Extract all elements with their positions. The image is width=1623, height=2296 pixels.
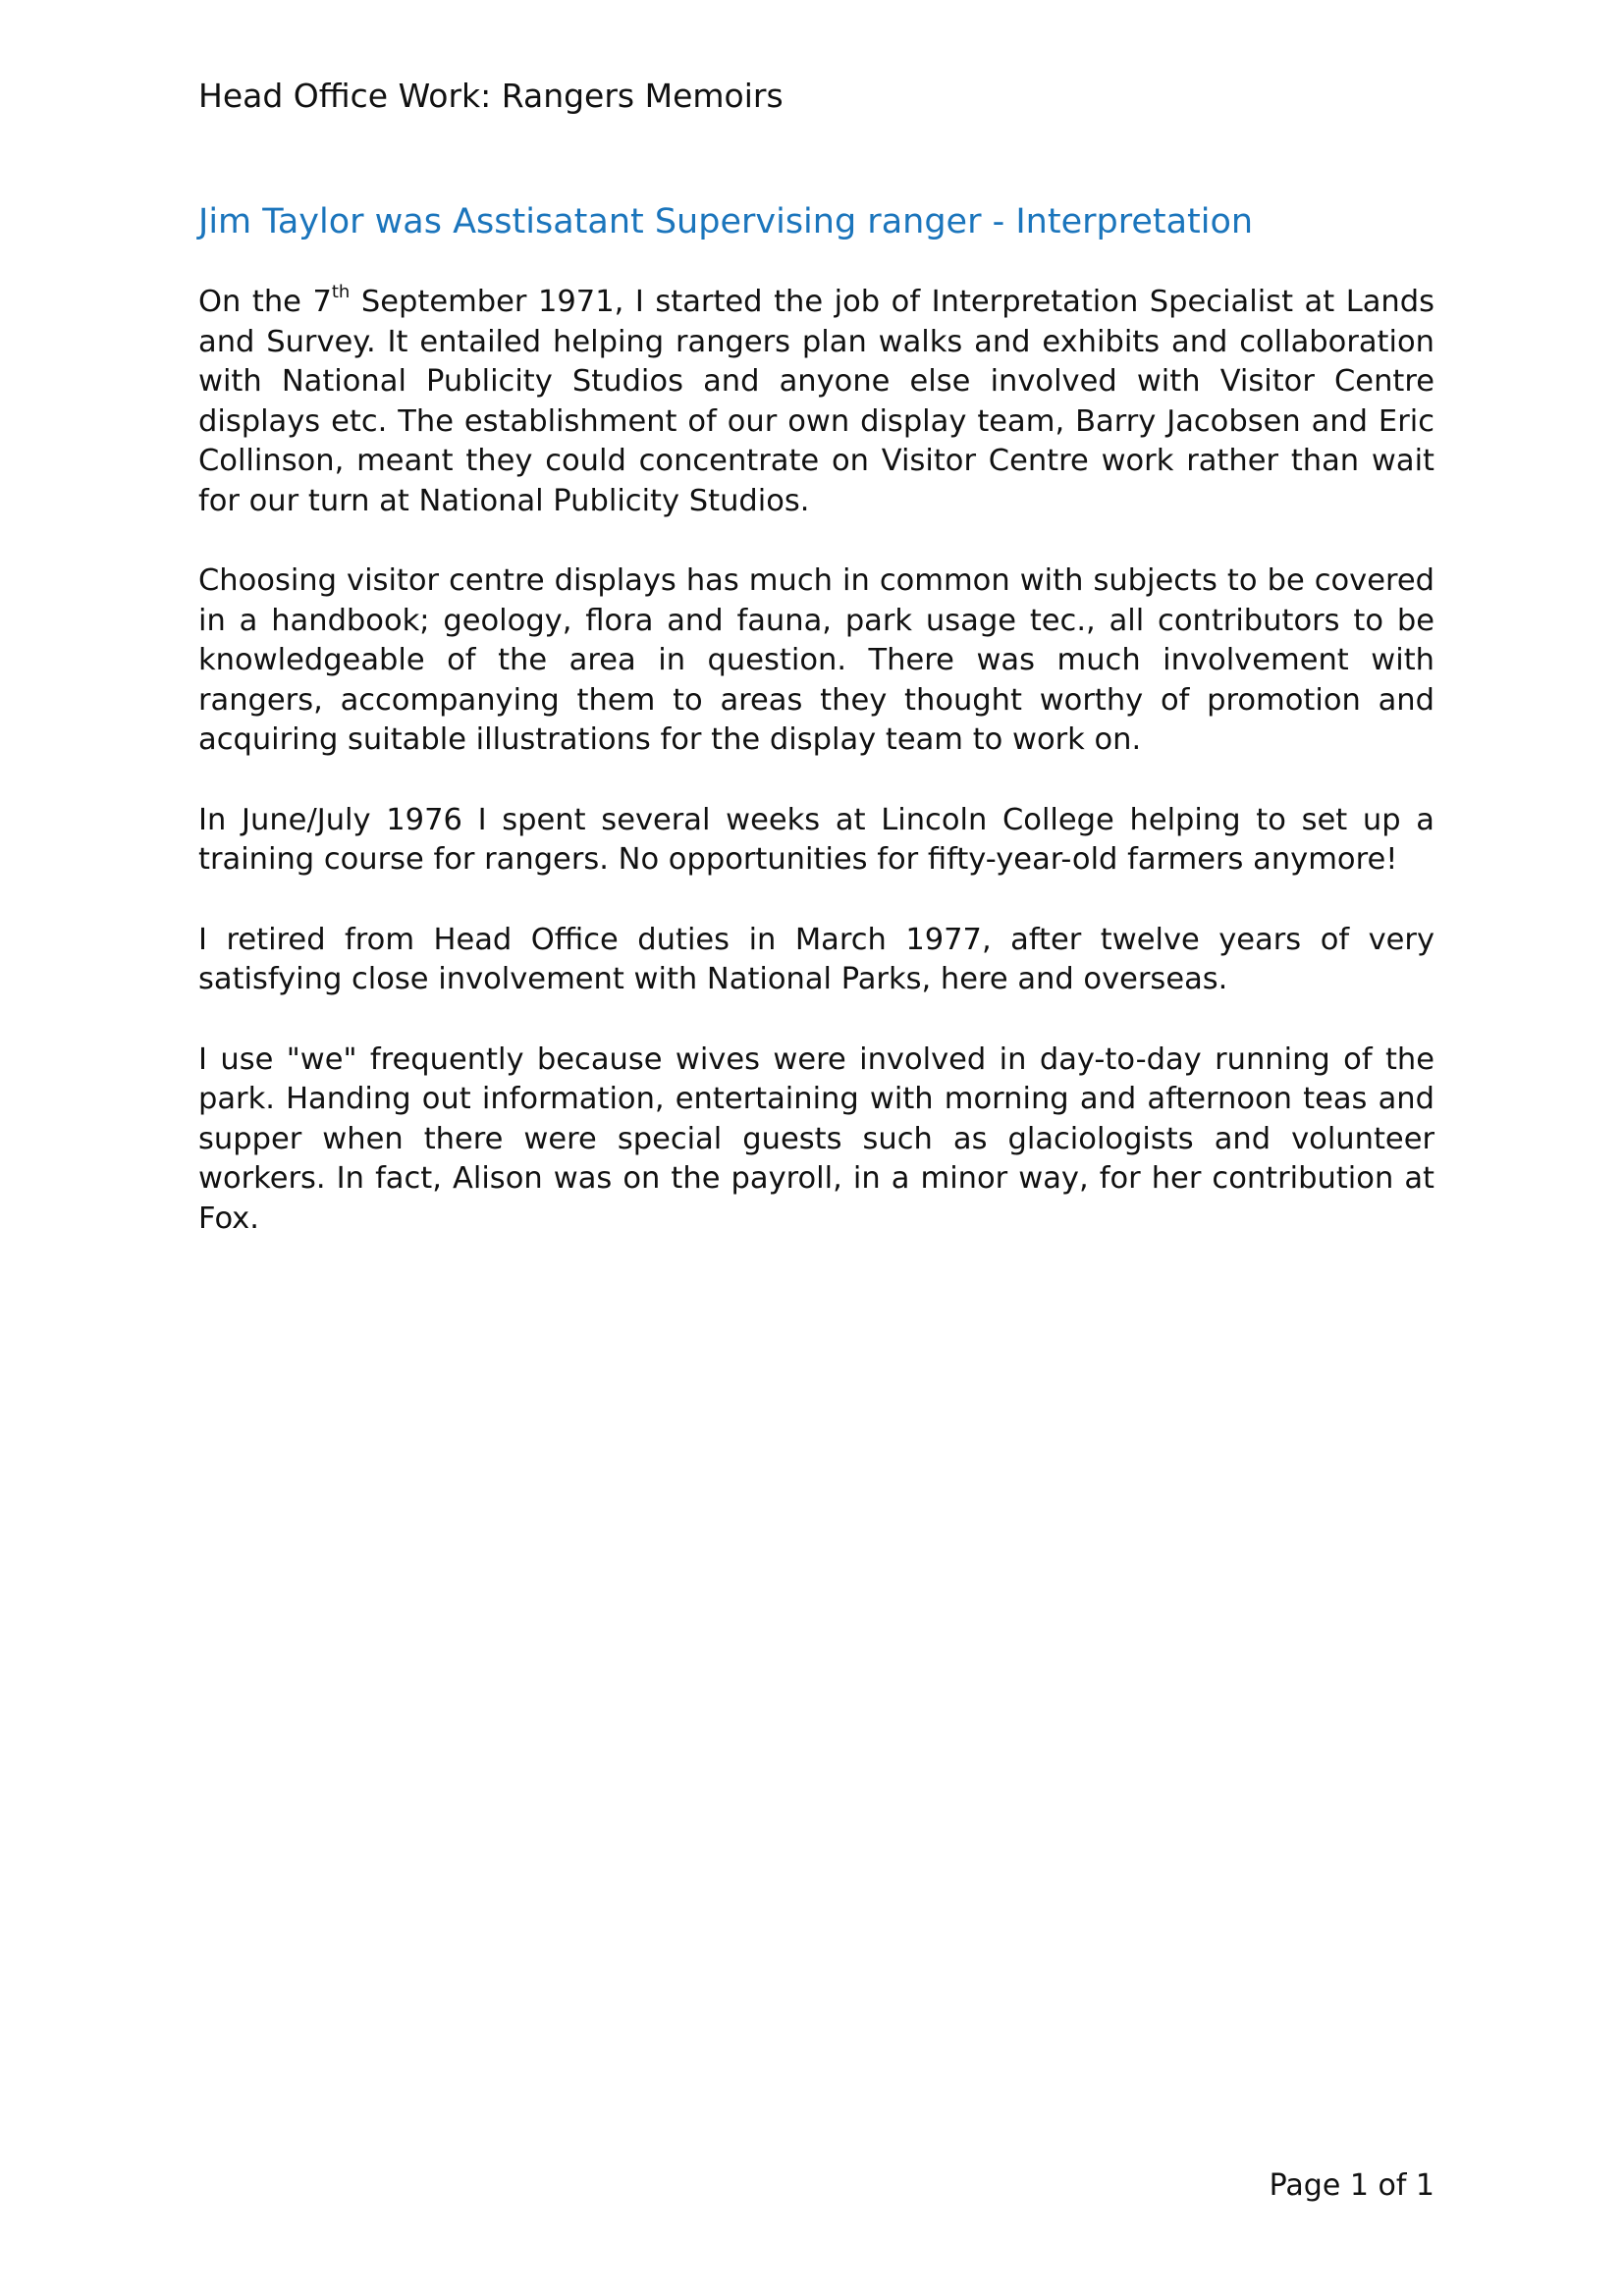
paragraph-1	[198, 283, 1434, 521]
document-title: Jim Taylor was Asstisatant Supervising ranger - Interpretation	[198, 202, 1254, 241]
paragraph-3: In June/July 1976 I spent several weeks at Lincoln College helping to set up a training course for rangers. No opportunities for fifty-year-old farmers anymore!	[198, 802, 1434, 877]
paragraph-2: Choosing visitor centre displays has much in common with subjects to be covered in a handbook; geology, flora and fauna, park usage tec., all contributors to be knowledgeable of the area in question. There was much involvement with rangers, accompanying them to areas they thought worthy of promotion and acquiring suitable illustrations for the display team to work on.	[198, 563, 1434, 757]
paragraph-4: I retired from Head Office duties in March 1977, after twelve years of very satisfying close involvement with National Parks, here and overseas.	[198, 922, 1434, 996]
paragraph-5: I use "we" frequently because wives were involved in day-to-day running of the park. Handing out information, entertaining with morning and afternoon teas and supper when there were special guests such as glaciologists and volunteer workers. In fact, Alison was on the payroll, in a minor way, for her contribution at Fox.	[198, 1041, 1434, 1236]
ordinal-suffix: th	[331, 282, 351, 302]
page-number: Page 1 of 1	[1269, 2168, 1434, 2203]
document-body	[198, 283, 1434, 1279]
paragraph-1-rest: September 1971, I started the job of Interpretation Specialist at Lands and Survey. It entailed helping rangers plan walks and exhibits and collaboration with National Publicity Studios and anyone else involved with Visitor Centre displays etc. The establishment of our own display team, Barry Jacobsen and Eric Collinson, meant they could concentrate on Visitor Centre work rather than wait for our turn at National Publicity Studios.	[198, 285, 1435, 518]
page-header: Head Office Work: Rangers Memoirs	[198, 77, 784, 115]
paragraph-1-start: On the 7	[198, 285, 332, 319]
